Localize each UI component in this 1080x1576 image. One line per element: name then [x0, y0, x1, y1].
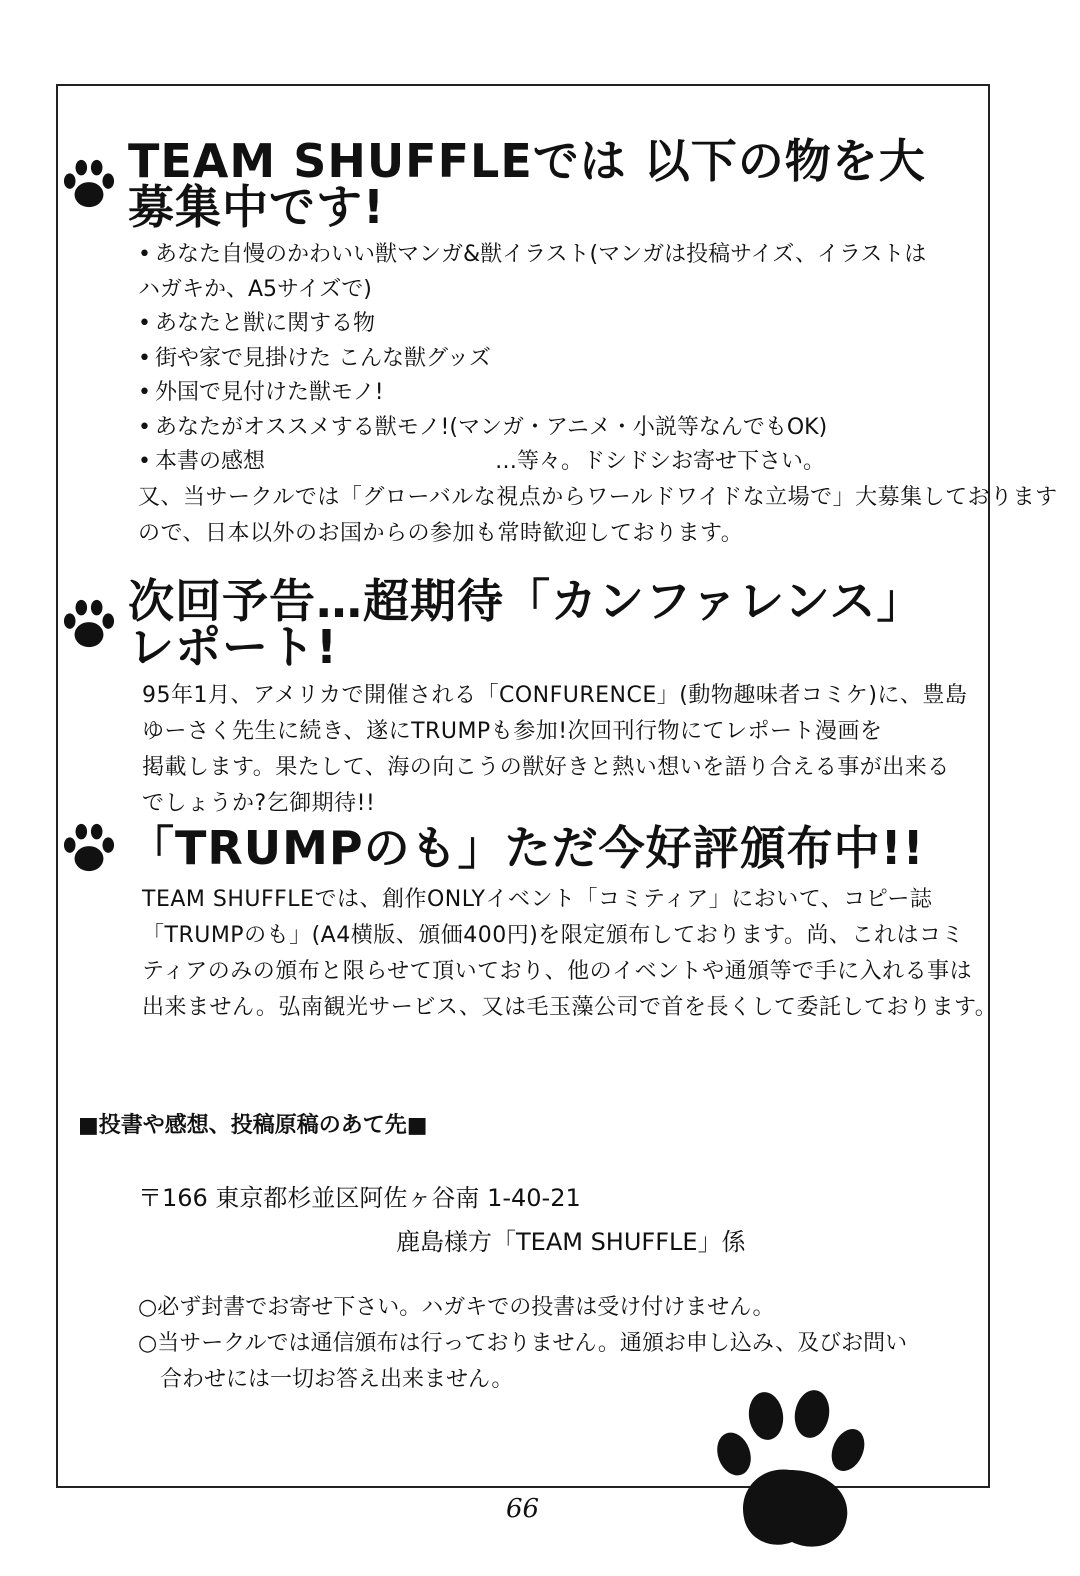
- text-line: ゆーさく先生に続き、遂にTRUMPも参加!次回刊行物にてレポート漫画を: [142, 719, 883, 744]
- text-line: 95年1月、アメリカで開催される「CONFURENCE」(動物趣味者コミケ)に、豊島: [142, 683, 968, 708]
- text-line: ので、日本以外のお国からの参加も常時歓迎しております。: [138, 520, 744, 546]
- list-item: • あなたがオススメする獣モノ!(マンガ・アニメ・小説等なんでもOK): [138, 411, 960, 446]
- text-line: 出来ません。弘南観光サービス、又は毛玉藻公司で首を長くして委託しております。: [142, 995, 998, 1020]
- next-preview-body: [142, 678, 968, 822]
- paw-print-icon: [60, 158, 118, 210]
- section-next-preview: [60, 574, 968, 822]
- page-number: 66: [506, 1494, 540, 1524]
- text-line: でしょうか?乞御期待!!: [142, 791, 376, 816]
- text-line: 「TRUMPのも」(A4横版、頒価400円)を限定頒布しております。尚、これはコミ: [142, 923, 965, 948]
- text-line: 掲載します。果たして、海の向こうの獣好きと熱い想いを語り合える事が出来る: [142, 755, 950, 780]
- next-preview-heading: [60, 574, 960, 674]
- text-line: ティアのみの頒布と限らせて頂いており、他のイベントや通頒等で手に入れる事は: [142, 959, 973, 984]
- trump-body: [142, 882, 998, 1026]
- note-line: 合わせには一切お答え出来ません。: [160, 1367, 514, 1392]
- address-line: 〒166 東京都杉並区阿佐ヶ谷南 1-40-21: [138, 1184, 581, 1212]
- trump-heading-text: 「TRUMPのも」ただ今好評頒布中!!: [128, 821, 925, 875]
- list-item: • 街や家で見掛けた こんな獣グッズ: [138, 342, 960, 377]
- list-item: • あなた自慢のかわいい獣マンガ&獣イラスト(マンガは投稿サイズ、イラストは: [138, 238, 960, 273]
- list-item: [138, 445, 960, 480]
- list-item: ハガキか、A5サイズで): [138, 276, 372, 302]
- recruitment-list: [138, 238, 960, 480]
- address-section-title: ■投書や感想、投稿原稿のあて先■: [78, 1113, 428, 1138]
- list-item: • 外国で見付けた獣モノ!: [138, 376, 960, 411]
- note-line: ○必ず封書でお寄せ下さい。ハガキでの投書は受け付けません。: [138, 1295, 775, 1320]
- mailing-address: [138, 1176, 746, 1264]
- text-line: 又、当サークルでは「グローバルな視点からワールドワイドな立場で」大募集しております: [138, 484, 1058, 510]
- address-line: 鹿島様方「TEAM SHUFFLE」係: [396, 1228, 746, 1256]
- list-item: • あなたと獣に関する物: [138, 307, 960, 342]
- recruitment-heading: [60, 134, 960, 234]
- next-preview-heading-text: 次回予告…超期待「カンファレンス」レポート!: [128, 574, 924, 674]
- section-recruitment: [60, 134, 1058, 552]
- text-line: TEAM SHUFFLEでは、創作ONLYイベント「コミティア」において、コピー誌: [142, 887, 933, 912]
- paw-print-icon: [60, 822, 118, 874]
- trump-heading: [60, 822, 960, 874]
- recruitment-heading-text: TEAM SHUFFLEでは 以下の物を大募集中です!: [128, 134, 926, 234]
- large-paw-print-icon: [700, 1378, 880, 1558]
- note-line: ○当サークルでは通信頒布は行っておりません。通頒お申し込み、及びお問い: [138, 1331, 908, 1356]
- paw-print-icon: [60, 598, 118, 650]
- recruitment-note: [138, 480, 1058, 552]
- section-trump-distribution: [60, 821, 998, 1026]
- list-item-text: 本書の感想: [154, 449, 265, 474]
- list-item-extra: …等々。ドシドシお寄せ下さい。: [495, 449, 826, 474]
